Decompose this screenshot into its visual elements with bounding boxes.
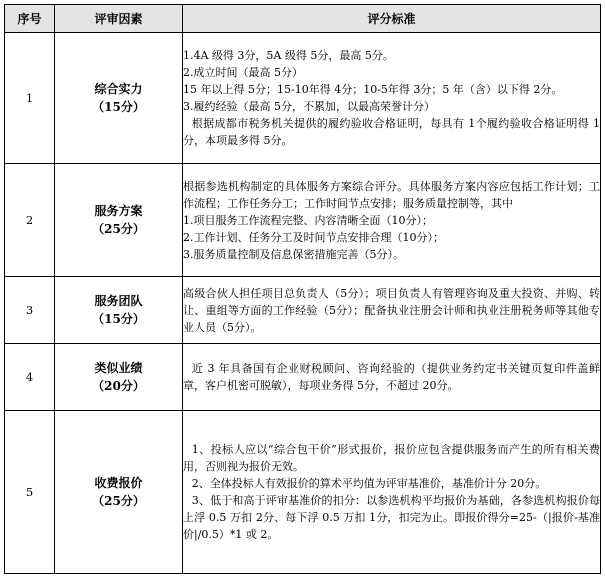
- table-row: [5, 411, 601, 574]
- factor-name: 收费报价: [94, 476, 143, 490]
- row-number: 3: [5, 277, 55, 344]
- criteria-line: 1.项目服务工作流程完整、内容清晰全面（10分）；: [183, 213, 433, 227]
- criteria-line: 15 年以上得 5分；15-10年得 4分；10-5年得 3分；5 年（含）以下得 2分。: [183, 83, 563, 96]
- scoring-criteria: [183, 344, 601, 411]
- scoring-criteria: [183, 277, 601, 344]
- review-factor: [55, 164, 183, 277]
- criteria-line: 2.成立时间（最高 5分）: [183, 66, 303, 79]
- criteria-line: 高级合伙人担任项目总负责人（5分）；项目负责人有管理咨询及重大投资、并购、转让、重组等方面的工作经验（5分）；配备执业注册会计师和执业注册税务师等其他专业人员（5分）。: [183, 286, 600, 334]
- header-factor: 评审因素: [55, 5, 183, 33]
- factor-score: （15分）: [92, 312, 145, 326]
- factor-score: （25分）: [92, 222, 145, 236]
- scoring-table: [4, 4, 601, 574]
- row-number: 1: [5, 33, 55, 164]
- factor-score: （20分）: [92, 379, 145, 393]
- factor-name: 综合实力: [94, 82, 143, 96]
- review-factor: [55, 344, 183, 411]
- factor-score: （25分）: [92, 494, 145, 508]
- review-factor: [55, 33, 183, 164]
- criteria-line: 近 3 年具备国有企业财税顾问、咨询经验的（提供业务约定书关键页复印件盖鲜章，客户机密可脱敏），每项业务得 5分，不超过 20分。: [183, 362, 600, 392]
- table-row: [5, 277, 601, 344]
- scoring-criteria: [183, 164, 601, 277]
- criteria-line: 3、低于和高于评审基准价的扣分：以参选机构平均报价为基础，各参选机构报价每上浮 0.5 万扣 2分、每下浮 0.5 万扣 1分，扣完为止。即报价得分=25-（|报价-基准价|/0.5）*1 或 2。: [183, 494, 600, 541]
- criteria-line: 1.4A 级得 3分，5A 级得 5分，最高 5分。: [183, 49, 394, 62]
- table-row: [5, 344, 601, 411]
- table-row: [5, 33, 601, 164]
- factor-score: （15分）: [92, 100, 145, 114]
- criteria-line: 根据成都市税务机关提供的履约验收合格证明，每具有 1个履约验收合格证明得 1分，本项最多得 5分。: [183, 117, 600, 147]
- criteria-line: 3.服务质量控制及信息保密措施完善（5分）。: [183, 247, 404, 261]
- criteria-line: 1、投标人应以“综合包干价”形式报价，报价应包含提供服务而产生的所有相关费用，否则视为报价无效。: [183, 443, 600, 473]
- review-factor: [55, 277, 183, 344]
- row-number: 5: [5, 411, 55, 574]
- scoring-criteria: [183, 33, 601, 164]
- review-factor: [55, 411, 183, 574]
- row-number: 2: [5, 164, 55, 277]
- header-no: 序号: [5, 5, 55, 33]
- header-criteria: 评分标准: [183, 5, 601, 33]
- row-number: 4: [5, 344, 55, 411]
- scoring-criteria: [183, 411, 601, 574]
- header-row: [5, 5, 601, 33]
- criteria-line: 3.履约经验（最高 5分，不累加，以最高荣誉计分）: [183, 100, 435, 113]
- factor-name: 服务团队: [94, 294, 143, 308]
- criteria-line: 根据参选机构制定的具体服务方案综合评分。具体服务方案内容应包括工作计划；工作流程；工作任务分工；工作时间节点安排；服务质量控制等，其中: [183, 179, 600, 210]
- factor-name: 类似业绩: [94, 361, 143, 375]
- criteria-line: 2.工作计划、任务分工及时间节点安排合理（10分）；: [183, 230, 444, 244]
- factor-name: 服务方案: [94, 204, 143, 218]
- table-row: [5, 164, 601, 277]
- criteria-line: 2、全体投标人有效报价的算术平均值为评审基准价，基准价计分 20分。: [191, 477, 547, 490]
